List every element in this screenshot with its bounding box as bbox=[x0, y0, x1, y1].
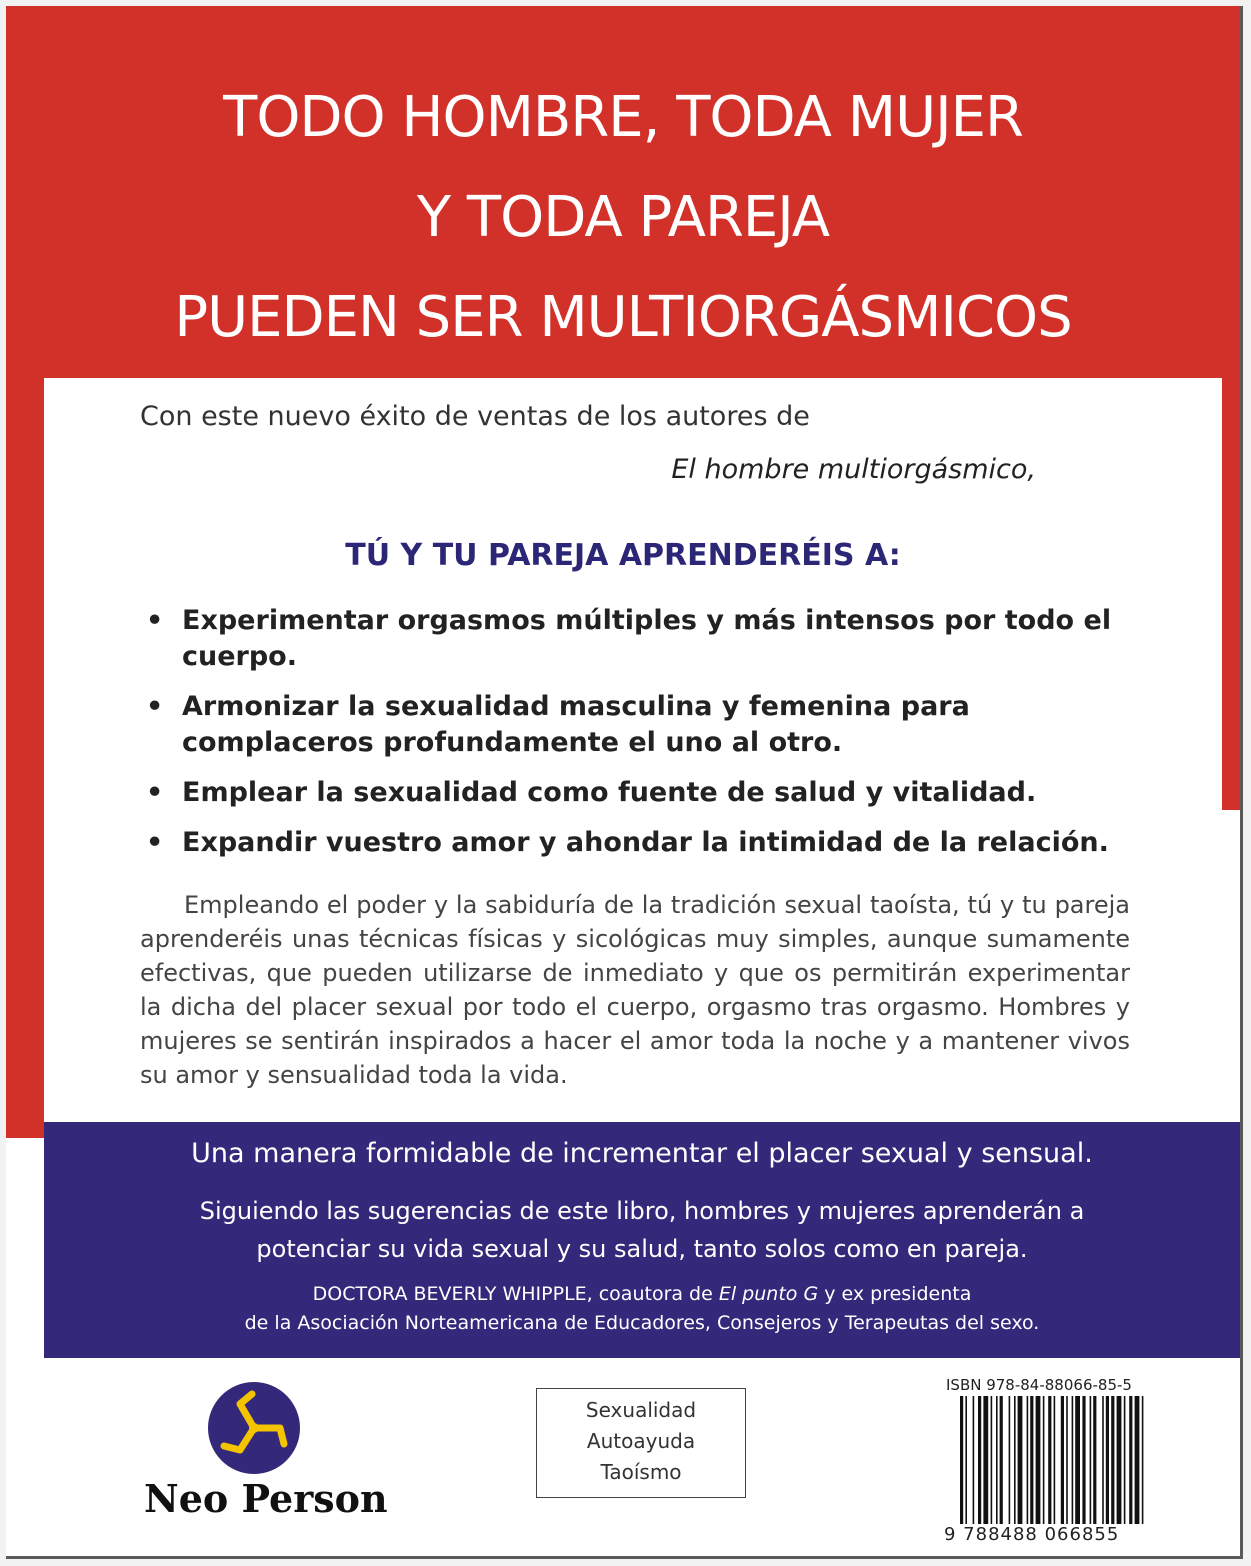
list-item bbox=[140, 775, 1130, 811]
publisher-name: Neo Person bbox=[144, 1476, 388, 1521]
publisher-logo-icon bbox=[206, 1380, 302, 1476]
learn-title: TÚ Y TU PAREJA APRENDERÉIS A: bbox=[345, 538, 901, 573]
isbn-label: ISBN 978-84-88066-85-5 bbox=[946, 1376, 1132, 1394]
category-item: Taoísmo bbox=[600, 1460, 682, 1484]
list-item-text: Armonizar la sexualidad masculina y femenina para complaceros profundamente el uno al otro. bbox=[182, 691, 970, 758]
headline-line-1: TODO HOMBRE, TODA MUJER bbox=[223, 85, 1023, 150]
list-item bbox=[140, 603, 1130, 675]
list-item-text: Expandir vuestro amor y ahondar la intimidad de la relación. bbox=[182, 827, 1109, 858]
quote-text bbox=[44, 1192, 1240, 1268]
attribution-book: El punto G bbox=[718, 1283, 819, 1305]
list-item bbox=[140, 689, 1130, 761]
headline-line-3: PUEDEN SER MULTIORGÁSMICOS bbox=[174, 285, 1072, 350]
bullet-icon: • bbox=[146, 605, 164, 636]
bullet-icon: • bbox=[146, 827, 164, 858]
quote-line-2: potenciar su vida sexual y su salud, tanto solos como en pareja. bbox=[256, 1235, 1028, 1263]
benefits-list bbox=[140, 603, 1130, 875]
red-side-band-right bbox=[1222, 378, 1240, 810]
headline-line-2: Y TODA PAREJA bbox=[416, 185, 830, 250]
list-item bbox=[140, 825, 1130, 861]
category-box bbox=[536, 1388, 746, 1498]
bullet-icon: • bbox=[146, 777, 164, 808]
list-item-text: Emplear la sexualidad como fuente de salud y vitalidad. bbox=[182, 777, 1037, 808]
attribution-rest: y ex presidenta bbox=[818, 1283, 972, 1305]
category-item: Sexualidad bbox=[585, 1398, 697, 1422]
description-paragraph: Empleando el poder y la sabiduría de la tradición sexual taoísta, tú y tu pareja aprenderéis unas técnicas físicas y sicológicas muy simples, aunque sumamente efectivas, que pueden utilizarse de inmediato y que os permitirán experimentar la dicha del placer sexual por todo el cuerpo, orgasmo tras orgasmo. Hombres y mujeres se sentirán inspirados a hacer el amor toda la noche y a mantener vivos su amor y sensualidad toda la vida. bbox=[140, 891, 1130, 1089]
attribution-line-2: de la Asociación Norteamericana de Educadores, Consejeros y Terapeutas del sexo. bbox=[244, 1312, 1040, 1334]
quote-headline: Una manera formidable de incrementar el placer sexual y sensual. bbox=[191, 1138, 1093, 1169]
quote-line-1: Siguiendo las sugerencias de este libro, hombres y mujeres aprenderán a bbox=[199, 1197, 1085, 1225]
category-item: Autoayuda bbox=[586, 1429, 696, 1453]
list-item-text: Experimentar orgasmos múltiples y más intensos por todo el cuerpo. bbox=[182, 605, 1112, 672]
red-side-band-left bbox=[6, 378, 44, 1138]
intro-text: Con este nuevo éxito de ventas de los autores de bbox=[140, 401, 810, 432]
barcode-icon bbox=[956, 1396, 1236, 1526]
headline bbox=[6, 68, 1240, 368]
quote-attribution bbox=[44, 1280, 1240, 1338]
bullet-icon: • bbox=[146, 691, 164, 722]
intro-book-title: El hombre multiorgásmico, bbox=[671, 454, 1036, 485]
book-back-cover bbox=[6, 6, 1243, 1559]
quote-band bbox=[44, 1122, 1240, 1358]
barcode-number: 9 788488 066855 bbox=[944, 1524, 1120, 1545]
attribution-name: DOCTORA BEVERLY WHIPPLE, coautora de bbox=[312, 1283, 719, 1305]
